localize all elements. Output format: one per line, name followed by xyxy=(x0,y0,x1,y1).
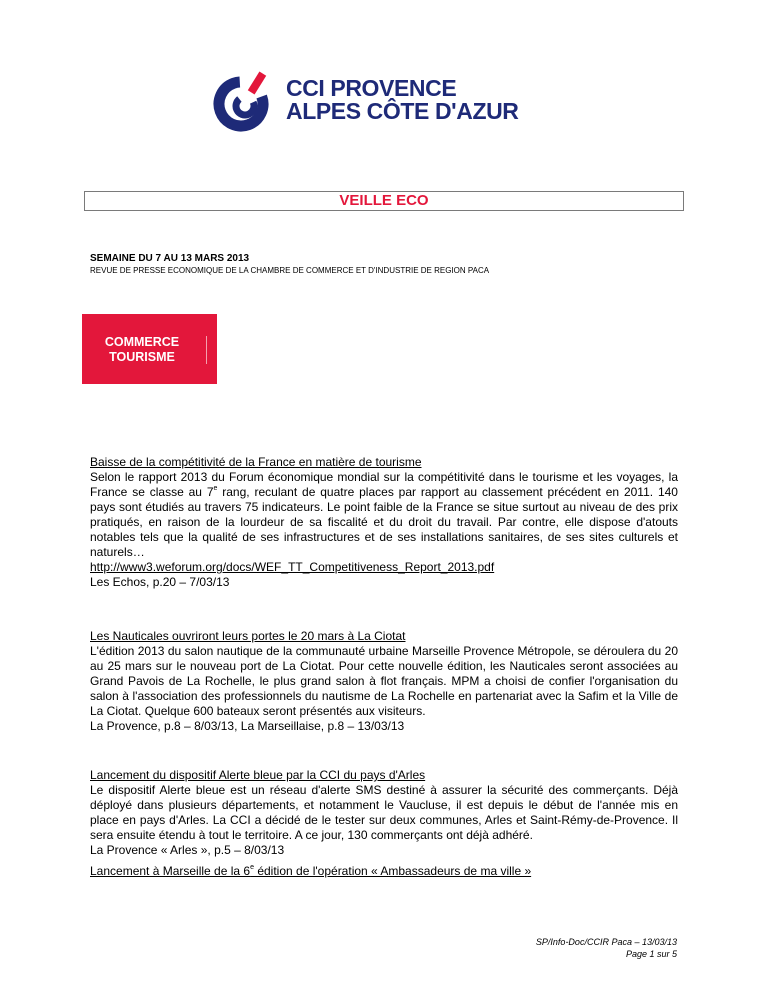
article-title: Baisse de la compétitivité de la France en matière de tourisme xyxy=(90,455,422,469)
article-title: Les Nauticales ouvriront leurs portes le 20 mars à La Ciotat xyxy=(90,629,406,643)
article-alerte-bleue xyxy=(90,768,678,858)
article-source: Les Echos, p.20 – 7/03/13 xyxy=(90,575,230,589)
article-body: Selon le rapport 2013 du Forum économique mondial sur la compétitivité dans le tourisme et les voyages, la France se classe au 7e rang, reculant de quatre places par rapport au classement précédent en 2011. 140 pays sont étudiés au travers 75 indicateurs. Le point faible de la France se situe surtout au niveau de des prix pratiqués, en raison de la lourdeur de sa fiscalité et du droit du travail. Par contre, elle dispose d'atouts notables tels que la qualité de ses infrastructures et de ses installations sanitaires, de ses sites culturels et naturels… xyxy=(90,470,678,559)
week-heading: SEMAINE DU 7 AU 13 MARS 2013 xyxy=(90,253,250,264)
page-number: Page 1 sur 5 xyxy=(625,949,677,959)
article-source: La Provence « Arles », p.5 – 8/03/13 xyxy=(90,843,285,857)
article-tourism-competitiveness xyxy=(90,455,678,590)
logo-line2: ALPES CÔTE D'AZUR xyxy=(286,98,519,124)
article-title: Lancement à Marseille de la 6e édition de l'opération « Ambassadeurs de ma ville » xyxy=(90,864,532,878)
section-label-line2: TOURISME xyxy=(109,350,175,364)
article-title: Lancement du dispositif Alerte bleue par la CCI du pays d'Arles xyxy=(90,768,426,782)
section-label xyxy=(82,335,202,365)
cci-logo xyxy=(206,68,536,138)
article-ambassadeurs xyxy=(90,864,678,879)
veille-eco-title: VEILLE ECO xyxy=(339,192,429,209)
page-footer xyxy=(536,936,677,960)
article-body: L'édition 2013 du salon nautique de la communauté urbaine Marseille Provence Métropole, se déroulera du 20 au 25 mars sur le nouveau port de La Ciotat. Pour cette nouvelle édition, les Nauticales seront associées au Grand Pavois de La Rochelle, le plus grand salon à flot français. MPM a choisi de confier l'organisation du salon à l'association des professionnels du nautisme de La Rochelle en partenariat avec la Safim et la Ville de La Ciotat. Quelque 600 bateaux seront présentés aux visiteurs. xyxy=(90,644,678,718)
report-link[interactable]: http://www3.weforum.org/docs/WEF_TT_Competitiveness_Report_2013.pdf xyxy=(90,560,495,574)
press-review-subtitle: REVUE DE PRESSE ECONOMIQUE DE LA CHAMBRE DE COMMERCE ET D'INDUSTRIE DE REGION PACA xyxy=(90,266,490,275)
section-divider xyxy=(206,336,207,364)
article-body: Le dispositif Alerte bleue est un réseau d'alerte SMS destiné à assurer la sécurité des commerçants. Déjà déployé dans plusieurs départements, et notamment le Vaucluse, il est depuis le début de l'année mis en place en pays d'Arles. La CCI a décidé de le tester sur deux communes, Arles et Saint-Rémy-de-Provence. Il sera ensuite étendu à tout le territoire. A ce jour, 130 commerçants ont déjà adhéré. xyxy=(90,783,678,842)
article-nauticales xyxy=(90,629,678,734)
article-source: La Provence, p.8 – 8/03/13, La Marseillaise, p.8 – 13/03/13 xyxy=(90,719,405,733)
footer-reference: SP/Info-Doc/CCIR Paca – 13/03/13 xyxy=(535,937,677,947)
section-label-line1: COMMERCE xyxy=(104,335,180,349)
cci-logo-icon xyxy=(206,68,278,138)
section-label-box xyxy=(82,314,217,384)
logo-line1: CCI PROVENCE xyxy=(286,75,457,101)
cci-logo-wordmark xyxy=(286,77,519,123)
veille-eco-banner xyxy=(84,191,684,211)
